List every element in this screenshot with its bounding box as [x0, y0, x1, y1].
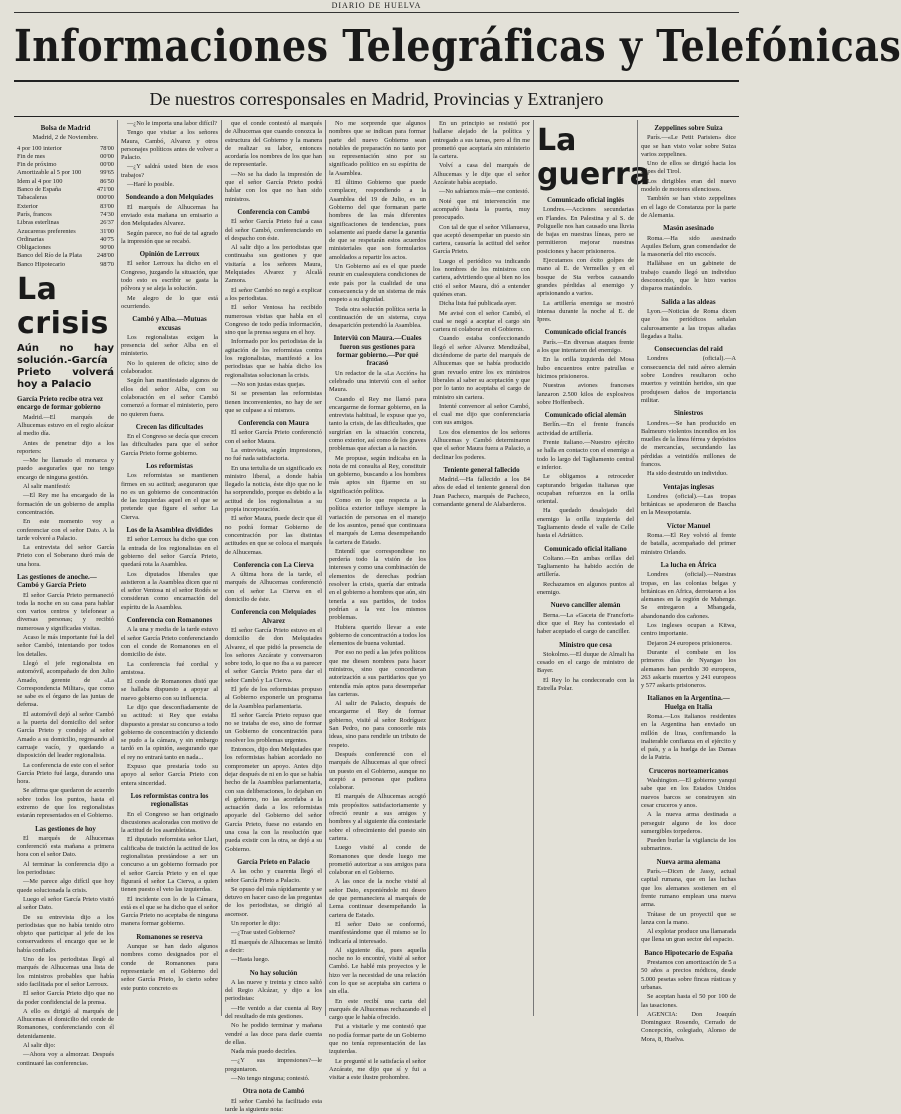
- section-title: Comunicado oficial alemán: [544, 411, 627, 420]
- paragraph: La conferencia de este con el señor García Prieto fué larga, durando una hora.: [17, 761, 114, 786]
- paragraph: Antes de penetrar dijo a los reporters:: [17, 439, 114, 455]
- bolsa-title: Bolsa de Madrid: [40, 124, 91, 132]
- paragraph: En una tertulia de un significado ex ministro liberal, a donde había llegado la noticia, éste dijo que no le ha sorprendido, porque es debido a la actitud de los regionalistas a su propia incorporación.: [225, 464, 322, 514]
- section-title: Comunicado oficial inglés: [546, 196, 624, 204]
- guerra-headline: La guerra: [537, 123, 651, 192]
- section-title: Opinión de Lerroux: [139, 250, 200, 259]
- paragraph: Se opuso del más rápidamente y se detuvo en hacer caso de las preguntas de los periodistas, se dirigió al ascensor.: [225, 885, 322, 918]
- bolsa-value: 86'50: [100, 177, 114, 185]
- section-title: Los reformistas contra los regionalistas: [130, 791, 209, 809]
- crisis-body: [17, 414, 114, 569]
- table-row: [17, 153, 114, 161]
- newspaper-name: DIARIO DE HUELVA: [14, 0, 739, 13]
- paragraph: Fui a visitarle y me contestó que no podía formar parte de un Gobierno que no tenía representación de las izquierdas.: [329, 1023, 426, 1056]
- paragraph: El señor García Prieto repuso que no se trataba de eso, sino de formar un Gobierno de concentración para resolver los problemas urgentes.: [225, 711, 322, 744]
- section-title: Nuevo canciller alemán: [550, 601, 621, 610]
- paragraph: Los dos elementos de los señores Alhucemas y Cambó determinaron que el señor Maura fuera a Palacio, a declinar los poderes.: [433, 428, 530, 461]
- section-title: Ministro que cesa: [559, 640, 612, 649]
- paragraph: —No tengo ninguna; contestó.: [231, 1075, 310, 1083]
- paragraph: Se afirma que quedaron de acuerdo sobre todos los puntos, hasta el extremo de que los regionalistas estarán representados en el Gobierno.: [17, 787, 114, 820]
- paragraph: Londres (oficial).—Las tropas británicas se apoderaron de Bascha en la Mesopotamia.: [641, 492, 736, 517]
- paragraph: Stokolmo.—El duque de Almali ha cesado en el cargo de ministro de Bayer.: [537, 650, 634, 675]
- section-title: La lucha en África: [660, 560, 717, 569]
- paragraph: Pueden burlar la vigilancia de los submarinos.: [641, 837, 736, 853]
- paragraph: Nuestras aviones franceses lanzaron 2.500 kilos de explosivos sobre Hoffenbech.: [537, 382, 634, 406]
- section-title: No hay solución: [249, 968, 298, 977]
- paragraph: El señor García Prieto dijo que no da poder confidencial de la prensa.: [17, 990, 114, 1006]
- section-title: Cruceros norteamericanos: [648, 766, 729, 775]
- paragraph: De su entrevista dijo a los periodistas que no había tenido otro objeto que participar al jefe de los conservadores el encargo que se le había confiado.: [17, 913, 114, 954]
- column-7-sections: [641, 124, 736, 1044]
- paragraph: Con tal de que el señor Villanueva, que aceptó desempeñar un puesto sin cartera, causaría la actitud del señor García Prieto.: [433, 223, 530, 256]
- bolsa-value: 00'00: [100, 161, 114, 169]
- table-row: [17, 261, 114, 269]
- paragraph: Uno de ellos se dirigió hacia los Alpes del Tirol.: [641, 160, 736, 176]
- paragraph: La conferencia fué cordial y amistosa.: [121, 660, 218, 676]
- paragraph: Los diputados liberales que asistieron a la Asamblea dicen que ni el señor Ventosa ni el señor Rodés se consideran como encarnación del espíritu de la Asamblea.: [121, 570, 218, 611]
- paragraph: Londres.—Se han producido en Balmeuro violentos incendios en los muelles de la línea férrea y depósitos de mercancías, secundando las pérdidas a veintidós millones de francos.: [641, 419, 736, 468]
- paragraph: —Me parece algo difícil que hoy quede solucionada la crisis.: [17, 878, 114, 894]
- column-2-sections: [121, 193, 218, 992]
- paragraph: Al salir manifestó:: [23, 483, 71, 491]
- paragraph: El último Gobierno que puede complacer, respondiendo a la Asamblea del 19 de Julio, es un Gobierno del que formaran parte hombres de las más diferentes significaciones de tendencias, pues solamente así puede darse la garantía de que se respetarán estos acuerdos ministeriales que son formularios amoldados a repartir los actos.: [329, 179, 426, 261]
- section-title: Conferencia con Cambó: [237, 207, 310, 216]
- paragraph: El marqués de Alhucemas se limitó a decir:: [225, 938, 322, 954]
- gestiones-title: Las gestiones de anoche.—Cambó y García Prieto: [17, 572, 97, 590]
- paragraph: En un principio se resistió por hallarse alejado de la política y entregado a sus tareas, pero al fin me prometió que aceptaría sin ministerio la cartera.: [433, 120, 530, 161]
- section-title: Crecen las dificultades: [135, 422, 204, 431]
- bolsa-label: Idem al 4 por 100: [17, 177, 63, 185]
- paragraph: Acaso le más importante fué la del señor Cambó, intentando por todos los detalles.: [17, 634, 114, 658]
- paragraph: No he podido terminar y mañana vendré a las doce para darle cuenta de ellas.: [225, 1022, 322, 1046]
- paragraph: Luego el señor García Prieto visitó al señor Dato.: [17, 895, 114, 912]
- paragraph: El Rey lo ha condecorado con la Estrella Polar.: [537, 676, 634, 693]
- page-subtitle: De nuestros corresponsales en Madrid, Provincias y Extranjero: [149, 89, 604, 109]
- paragraph: Roma.—El Rey volvió al frente de batalla, acompañado del primer ministro Orlando.: [641, 532, 736, 556]
- paragraph: Expuso que prestaría todo su apoyo al señor García Prieto con entera sinceridad.: [121, 763, 218, 787]
- section-title: Consecuencias del raid: [654, 345, 723, 354]
- paragraph: Madrid.—El marqués de Alhucemas estuvo en el regio alcázar al medio día.: [17, 413, 114, 438]
- paragraph: Los dirigibles eran del nuevo modelo de motores silenciosos.: [641, 177, 736, 194]
- paragraph: —No sabíamos más—me contestó.: [439, 188, 530, 196]
- section-title: Víctor Manuel: [666, 521, 711, 530]
- paragraph: Al terminar la conferencia dijo a los periodistas:: [17, 860, 114, 877]
- paragraph: Le pregunté si le satisfacía el señor Azcárate, me dijo que sí y fui a visitar a este ilustre prohombre.: [329, 1057, 426, 1082]
- section-title: Masón asesinado: [663, 224, 714, 233]
- column-3: [221, 120, 325, 1113]
- section-title: Ventajas inglesas: [663, 482, 714, 491]
- bolsa-label: Exterior: [17, 202, 38, 210]
- paragraph: Londres.—Acciones secundarias en Flandes. En Palestina y al S. de Poliguelle nos han causado una lluvia de bajas en nuestras líneas, pero se permitieron mejorar nuestras posiciones y hacer prisioneros.: [537, 206, 634, 255]
- paragraph: Uno de los periodistas llegó al marqués de Alhucemas una lista de los ministros probables que había sido facilitada por el señor Lerroux.: [17, 956, 114, 988]
- paragraph: Un reporter le dijo:: [231, 920, 281, 928]
- paragraph: Los ingleses ocupan a Kitwa, centro importante.: [641, 622, 736, 638]
- paragraph: Le obligamos a retroceder capturando brigadas italianas que ocupaban refuerzos en la orilla oriental.: [537, 473, 634, 506]
- bolsa-value: 99'65: [100, 169, 114, 177]
- paragraph: Al salir dijo:: [23, 1042, 56, 1050]
- section-title: Comunicado oficial francés: [544, 328, 627, 337]
- table-row: [17, 203, 114, 211]
- title-rule: [14, 80, 739, 82]
- paragraph: —¿Trae usted Gobierno?: [231, 929, 296, 937]
- bolsa-value: 83'00: [100, 202, 114, 210]
- paragraph: que el conde contestó al marqués de Alhucemas que cuando conozca la estructura del Gobierno y la manera de realizar su labor, entonces acordaría los nombres de los que han de representarle.: [225, 120, 322, 169]
- paragraph: En el Congreso se han originado discusiones acaloradas con motivo de la actitud de los asambleístas.: [121, 810, 218, 835]
- bolsa-value: 74'30: [100, 210, 114, 218]
- column-1: [14, 120, 117, 1067]
- paragraph: Nada más puedo decirles.: [231, 1048, 297, 1056]
- paragraph: Durante el combate en los primeros días de Nyangao los alemanes han perdido 30 europeos, 263 askaris muertos y 241 europeos y 577 askaris prisioneros.: [641, 648, 736, 690]
- table-row: [17, 186, 114, 194]
- paragraph: Según han manifestado algunos de ellos del señor Alba, con su colaboración en el señor Cambó comenzó a formar el ministerio, pero no quieren fuera.: [121, 377, 218, 418]
- paragraph: Roma.—Ha sido asesinado Aquiles Belum, gran comendador de la masonería del rito escocés.: [641, 234, 736, 259]
- paragraph: Me alegro de lo que está ocurriendo.: [121, 294, 218, 310]
- paragraph: Al salir dijo a los periodistas que continuaba sus gestiones y que visitaría a los señores Maura, Melquiades Alvarez y Alcalá Zamora.: [225, 244, 322, 285]
- guerra-sections: [537, 196, 634, 693]
- paragraph: Dicha lista fué publicada ayer.: [439, 300, 517, 308]
- bolsa-label: Fin de mes: [17, 152, 46, 160]
- paragraph: París.—Dicen de Jassy, actual capital rumana, que en las luchas que los alemanes sostienen en el frente rumano emplean una nueva arma.: [641, 868, 736, 909]
- bolsa-value: 31'00: [100, 227, 114, 235]
- paragraph: No lo quieren de oficio; sino de colaborador.: [121, 359, 218, 376]
- paragraph: Por eso no pedí a las jefes políticos que me diesen nombres para hacer ministros, sino que concedieran autorización a sus partidarios que yo entendía más aptos para desempeñar las carteras.: [329, 649, 426, 698]
- paragraph: El marqués de Alhucemas conferenció esta mañana a primera hora con el señor Dato.: [17, 834, 114, 859]
- bolsa-value: 90'00: [100, 244, 114, 252]
- column-4-lead: [329, 120, 426, 330]
- paragraph: El diputado reformista señor Llari, calificaba de traición la actitud de los regionalistas prestándose a ser un concurso a un gobierno formado por el señor García Prieto y en el que figurará el señor La Cierva, a quien tienen puesto el veto las izquierdas.: [121, 836, 218, 894]
- bolsa-table: [17, 145, 114, 269]
- section-title: Comunicado oficial italiano: [544, 544, 627, 553]
- paragraph: Si se presentan las reformistas tienen inconvenientes, no hay de ser que se culpase a sí mismos.: [225, 390, 322, 414]
- paragraph: Londres (oficial).—Nuestras tropas, en las colonias belgas y británicas en Africa, derrotaron a los alemanes en la región de Mahenge. Se entregaron a Mbangada, abandonando dos cañones.: [641, 571, 736, 620]
- column-3-sections: [225, 208, 322, 1114]
- paragraph: Hallábase en un gabinete de trabajo cuando llegó un individuo desconocido, que le hizo varios disparos matándolo.: [641, 260, 736, 293]
- paragraph: Se aceptan hasta el 50 por 100 de las tasaciones.: [641, 993, 736, 1009]
- paragraph: Roma.—Los italianos residentes en la Argentina han enviado un millón de liras, confirmando la inalterable confianza en el ejército y el país, y a la huelga de las Damas de la Patria.: [641, 713, 736, 762]
- table-row: [17, 194, 114, 202]
- paragraph: Dejaron 24 europeos prisioneros.: [647, 639, 732, 647]
- paragraph: París.—En diversas ataques frente a los que intentaron del enemigo.: [537, 338, 634, 355]
- paragraph: Toda otra solución política seria la continuación de un sistema, cuya desaparición pretendió la Asamblea.: [329, 305, 426, 330]
- paragraph: —Hasta luego.: [231, 956, 270, 964]
- bolsa-label: Azucareras preferentes: [17, 227, 76, 235]
- bolsa-label: 4 por 100 interior: [17, 144, 62, 152]
- paragraph: Al siguiente día, pues aquella noche no lo encontré, visité al señor Cambó. Le hablé mis proyectos y le hizo ver la necesidad de una relación con lo que se aceptaba sin cartera o sin ella.: [329, 946, 426, 996]
- paragraph: Trátase de un proyectil que se lanza con la mano.: [641, 910, 736, 926]
- paragraph: Rechazamos en algunos puntos al enemigo.: [537, 580, 634, 597]
- paragraph: También se han visto zeppelines en el lago de Constanza por la parte de Alemania.: [641, 195, 736, 219]
- table-row: [17, 145, 114, 153]
- section-title: Romanones se reserva: [136, 932, 203, 941]
- paragraph: Berna.—La «Gaceta de Francfort» dice que el Rey ha contestado el haber aceptado el cargo de canciller.: [537, 611, 634, 636]
- section-title: Conferencia con Romanones: [126, 616, 213, 625]
- paragraph: A las nueve y treinta y cinco salió del Regio Alcázar, y dijo a los periodistas:: [225, 978, 322, 1003]
- table-row: [17, 219, 114, 227]
- paragraph: El señor Lerroux ha dicho que con la entrada de los regionalistas en el gobierno del señor García Prieto, quedará rota la Asamblea.: [121, 536, 218, 569]
- paragraph: Cuando estaba confeccionando llegó el señor Alvarez Mendizábal, diciéndome de parte del marqués de Alhucemas que se había producido gran revuelo entre los ex ministros liberales al saber su aceptación y que por lo tanto no aceptaba el cargo de ministro sin cartera.: [433, 335, 530, 401]
- paragraph: Ha sido destruido un individuo.: [647, 470, 728, 478]
- paragraph: Washington.—El gobierno yanqui sabe que en los Estados Unidos nuevos barcos se construyen sin cesar cruceros y anos.: [641, 777, 736, 809]
- paragraph: Un Gobierno así es el que puede reunir en cualesquiera condiciones de este país por la cualidad de una consecuencia y de un sistema de más respeto a su dignidad.: [329, 263, 426, 304]
- section-title: Zeppelines sobre Suiza: [654, 124, 723, 132]
- column-4-sections: [329, 334, 426, 1082]
- bolsa-value: 471'00: [96, 186, 114, 194]
- bolsa-value: 26'37: [100, 219, 114, 227]
- paragraph: AGENCIA: Don Joaquín Dominguez Rosendo, Cerrado de Concepción, colegiado, Alonso de Mora, 8, Huelva.: [641, 1010, 736, 1043]
- section-title: Sondeando a don Melquiades: [125, 193, 214, 202]
- paragraph: Coltano.—En ambas orillas del Tagliamento ha habido acción de artillería.: [537, 554, 634, 579]
- bolsa-value: 00'00: [100, 152, 114, 160]
- column-7: [637, 120, 739, 1043]
- paragraph: La artillería enemiga se mostró intensa durante la noche al E. de Ipres.: [537, 299, 634, 324]
- column-2-lead: [121, 120, 218, 189]
- gestiones-hoy-title: Las gestiones de hoy: [35, 824, 96, 833]
- paragraph: Hubiera querido llevar a este gobierno de concentración a todos los elementos de buena voluntad.: [329, 623, 426, 648]
- column-5-sections: [433, 466, 530, 509]
- section-title: Salida a las aldeas: [661, 297, 716, 306]
- subtitle-rule: [14, 116, 739, 117]
- paragraph: Berlín.—En el frente francés actividad de artillería.: [537, 421, 634, 437]
- table-row: [17, 178, 114, 186]
- paragraph: El señor García Prieto permaneció toda la noche en su casa para hablar con varios centros y telefonear a diversas personas; y recibió numerosas y significadas visitas.: [17, 591, 114, 632]
- paragraph: El marqués de Alhucemas ha enviado esta mañana un emisario a don Melquiades Alvarez.: [121, 203, 218, 228]
- paragraph: Londres (oficial).—A consecuencia del raid aéreo alemán sobre Londres resultaron ocho muertos y veintiún heridos, sin que produjesen daños de importancia militar.: [641, 355, 736, 404]
- paragraph: El señor Cambó ha facilitado esta tarde la siguiente nota:: [225, 1097, 322, 1113]
- column-5-lead: [433, 120, 530, 462]
- bolsa-label: Banco de España: [17, 186, 62, 194]
- paragraph: El automóvil dejó al señor Cambó a la puerta del domicilio del señor García Prieto y condujo al señor Amado a su domicilio, regresando al carruaje vacío, y quedando a disposición del leader regionalista.: [17, 710, 114, 760]
- paragraph: El señor Dato se conformó, manifestándome que él mismo se lo indicaría al interesado.: [329, 920, 426, 945]
- paragraph: —¿Y sus impresiones?—le preguntaron.: [225, 1057, 322, 1073]
- paragraph: Intenté convencer al señor Cambó, el cual me dijo que conferenciaría con sus amigos.: [433, 402, 530, 427]
- paragraph: A ello es dirigió al marqués de Alhucemas el domicilio del conde de Romanones, conferenciando con él detenidamente.: [17, 1007, 114, 1040]
- section-title: Interviú con Maura.—Cuales fueron sus gestiones para formar gobierno.—Por qué fracasó: [333, 334, 422, 368]
- paragraph: Los reformistas se mantienen firmes en su actitud; aseguraron que no es un gobierno de concentración de las izquierdas aquel en el que se pretende que figure el señor La Cierva.: [121, 472, 218, 521]
- paragraph: Tengo que visitar a los señores Maura, Cambó, Alvarez y otros personajes políticos antes de volver a Palacio.: [121, 129, 218, 162]
- paragraph: El jefe de los reformistas propuso al Gobierno exponerle un programa de la Asamblea parlamentaria.: [225, 686, 322, 710]
- paragraph: Volví a casa del marqués de Alhucemas y le dije que el señor Azcárate había aceptado.: [433, 162, 530, 187]
- table-row: [17, 252, 114, 260]
- section-title: Conferencia con Maura: [237, 419, 310, 428]
- gestiones-body: [17, 592, 114, 821]
- paragraph: En la orilla izquierda del Mosa hubo encuentros entre patrullas e hicimos prisioneros.: [537, 356, 634, 380]
- bolsa-label: Obligaciones: [17, 244, 51, 252]
- paragraph: A las once de la noche visité al señor Dato, exponiéndole mi deseo de que permaneciera al marqués de Lema continuar desempeñando la cartera de Estado.: [329, 878, 426, 919]
- paragraph: Según parece, no fué de tal agrado la impresión que se recabó.: [121, 229, 218, 245]
- table-row: [17, 161, 114, 169]
- section-title: Italianos en la Argentina.—Huelga en Italia: [647, 694, 730, 711]
- bolsa-label: Ordinarias: [17, 235, 44, 243]
- crisis-subheadline: Aún no hay solución.-García Prieto volverá hoy a Palacio: [17, 343, 114, 391]
- paragraph: La entrevista del señor García Prieto con el Soberano duró más de una hora.: [17, 544, 114, 568]
- gestiones-hoy-body: [17, 835, 114, 1068]
- paragraph: Madrid.—Ha fallecido a los 84 años de edad el teniente general don Juan Pacheco, marqués de Pacheco, comandante general de Alabarderos.: [433, 476, 530, 509]
- paragraph: Luego el periódico va indicando los nombres de los ministros con cartera, advirtiendo que al bien no los citó el señor Maura, dió a entender quiénes eran.: [433, 257, 530, 298]
- column-4: [325, 120, 429, 1082]
- paragraph: París.—«Le Petit Parisien» dice que se han visto volar sobre Suiza varios zeppelines.: [641, 134, 736, 158]
- paragraph: A la una y media de la tarde estuvo el señor García Prieto conferenciando con el conde de Romanones en el domicilio de éste.: [121, 626, 218, 659]
- section-title: Los reformistas: [146, 461, 193, 470]
- paragraph: Luego visité al conde de Romanones que desde luego me prometió autorizar a sus amigos para colaborar en el Gobierno.: [329, 844, 426, 877]
- bolsa-value: 98'70: [100, 260, 114, 268]
- paragraph: —He venido a dar cuenta al Rey del resultado de mis gestiones.: [225, 1004, 322, 1020]
- paragraph: Le dijo que desconfiadamente de su actitud: si Rey que estaba dispuesto a prestar su concurso a todo gobierno de concentración y diciendo se pudo a la cámara, y sin embargo tardó en la opinión, asegurando que el rey no entrará tanto en nada...: [121, 704, 218, 761]
- paragraph: Entonces, dijo don Melquiades que los reformistas habían acordado no comprometer un apoyo. Antes dijo dejar después de ni en lo que se había hecho de la Asamblea parlamentaria, con sus deliberaciones, lo dejaban en el gobierno, no las acordaba a la actuación dada a los reformistas apoyarle del Gobierno del señor García Prieto, fuese no estando en una cosa la con la resolución que pueda existir con la otra, se dejó a su Gobierno.: [225, 746, 322, 853]
- column-5: [429, 120, 533, 1016]
- paragraph: —Haré lo posible.: [127, 181, 175, 189]
- column-2: [117, 120, 221, 1016]
- bolsa-dateline: Madrid, 2 de Noviembre.: [32, 134, 99, 142]
- paragraph: Noté que mi intervención me acompañó hasta la puerta, muy preocupado.: [433, 197, 530, 222]
- paragraph: Después conferencié con el marqués de Alhucemas al que ofrecí un puesto en el Gobierno, aunque no aceptó a personas que pudiera colaborar.: [329, 750, 426, 792]
- bolsa-value: 40'75: [100, 235, 114, 243]
- paragraph: Como en lo que respecta a la política exterior influye siempre la variación de personas en el manejo de los asuntos, pensé que continuara el marqués de Lema desempeñando la cartera de Estado.: [329, 497, 426, 546]
- section-title: Cambó y Alba.—Mutuas excusas: [132, 315, 207, 332]
- paragraph: A última hora de la tarde, el marqués de Alhucemas conferenció con el señor La Cierva en el domicilio de éste.: [225, 571, 322, 604]
- bolsa-label: Libras esterlinas: [17, 219, 60, 227]
- paragraph: El conde de Romanones distó que se hallaba dispuesto a apoyar al nuevo gobierno con su influencia.: [121, 678, 218, 702]
- bolsa-label: Banco del Río de la Plata: [17, 252, 82, 260]
- bolsa-label: Banco Hipotecario: [17, 260, 66, 268]
- paragraph: En este momento voy a conferenciar con el señor Dato. A la tarde volveré a Palacio.: [17, 518, 114, 542]
- paragraph: Un redactor de la «La Acción» ha celebrado una interviú con el señor Maura.: [329, 369, 426, 394]
- column-6: [533, 120, 651, 1016]
- paragraph: El señor García Prieto conferenció con el señor Maura.: [225, 429, 322, 445]
- paragraph: —¿Y saldrá usted bien de esos trabajos?: [121, 163, 218, 179]
- paragraph: —El Rey me ha encargado de la formación de un gobierno de amplia concentración.: [17, 492, 114, 516]
- paragraph: El señor Maura, puede decir que él no podrá formar Gobierno de concentración por las distintas actitudes en que se coloca el marqués de Alhucemas.: [225, 515, 322, 556]
- paragraph: —No son justas estas quejas.: [231, 380, 306, 388]
- bolsa-value: 000'00: [96, 194, 114, 202]
- paragraph: El señor Cambó no negó a explicar a los periodistas.: [225, 286, 322, 302]
- section-title: García Prieto en Palacio: [237, 857, 310, 866]
- paragraph: La entrevista, según impresiones, no fué nada satisfactoria.: [225, 446, 322, 463]
- paragraph: —Me he llamado el monarca y puedo asegurarles que no tengo encargo de ninguna gestión.: [17, 457, 114, 481]
- paragraph: En el Congreso se decía que crecen las dificultades para que el señor García Prieto forme gobierno.: [121, 433, 218, 457]
- paragraph: Prestamos con amortización de 5 a 50 años a precios módicos, desde 5.000 pesetas sobre fincas rústicas y urbanas.: [641, 959, 736, 991]
- paragraph: A las ocho y cuarenta llegó el señor García Prieto a Palacio.: [225, 868, 322, 884]
- paragraph: El señor García Prieto fué a casa del señor Cambó, conferenciando en el despacho con éste.: [225, 218, 322, 242]
- crisis-lead: García Prieto recibe otra vez encargo de formar gobierno: [17, 395, 104, 412]
- paragraph: El señor Lerroux ha dicho en el Congreso, juzgando la situación, que todo esto es escribir se gasta la pólvora y se aleja la solución.: [121, 260, 218, 293]
- paragraph: Ha quedado desalojado del enemigo la orilla izquierda del Tagliamento desde el valle de Celle hasta el Adriático.: [537, 507, 634, 540]
- paragraph: Me avisé con el señor Cambó, el cual se negó a aceptar el cargo sin cartera ni colaborar en el Gobierno.: [433, 309, 530, 334]
- section-title: Conferencia con La Cierva: [233, 560, 314, 569]
- paragraph: Informado por los periodistas de la agitación de los reformistas contra los regionalistas, manifestó a los periodistas que se había dicho los regionalistas solucionan la crisis.: [225, 338, 322, 379]
- section-title: Conferencia con Melquiades Alvarez: [230, 608, 317, 625]
- bolsa-label: Fin de próximo: [17, 161, 57, 169]
- table-row: [17, 228, 114, 236]
- paragraph: —Ahora voy a almorzar. Después continuaré las conferencias.: [17, 1051, 114, 1067]
- paragraph: —¿No le importa una labor difícil?: [127, 120, 217, 127]
- paragraph: El señor García Prieto estuvo en el domicilio de don Melquiades Alvarez, el que pidió la presencia de los señores Azcárate y conversaron sobre todo, lo que no iba a su parecer el señor García Prieto para dar el señor Cambó y La Cierva.: [225, 626, 322, 684]
- paragraph: A la nueva arma destinada a perseguir alguno de los doce sumergibles torpederos.: [641, 811, 736, 835]
- paragraph: En este recibí una carta del marqués de Alhucemas rechazando el cargo que le había ofrecido.: [329, 997, 426, 1022]
- paragraph: Me propuse, según indicaba en la nota de mi consulta al Rey, constituir un gobierno, buscando a los hombres más aptos sin fijarme en su significación política.: [329, 454, 426, 495]
- paragraph: —No se ha dado la impresión de que el señor García Prieto podrá hablar con los que no han sido ministros.: [225, 170, 322, 203]
- paragraph: No me sorprende que algunos nombres que se indican para formar parte del nuevo Gobierno sean notables de preparación no tanto por su representación sino por su significado político en su espíritu de la Asamblea.: [329, 120, 426, 177]
- table-row: [17, 236, 114, 244]
- section-title: Los de la Asamblea dividides: [126, 526, 213, 535]
- paragraph: Lyon.—Noticias de Roma dicen que los periódicos señalan calurosamente a las tropas aliadas llegadas a Italia.: [641, 307, 736, 340]
- crisis-headline: La crisis: [17, 272, 109, 342]
- bolsa-label: Tabacaleras: [17, 194, 48, 202]
- paragraph: El marqués de Alhucemas acogió mis propósitos satisfactoriamente y ofreció reunir a sus amigos y hombres y al siguiente día contestarle sobre el ofrecimiento del puesto sin cartera.: [329, 793, 426, 842]
- paragraph: Cuando el Rey me llamó para encargarme de formar gobierno, en la entrevista habitual, le expuse que yo, tanto la crisis, de las dificultades, que surgirían en la situación concreta, como exterior, así como de los graves problemas que afectan a la nación.: [329, 395, 426, 453]
- section-title: Teniente general fallecido: [443, 465, 520, 474]
- section-title: Otra nota de Cambó: [242, 1087, 305, 1096]
- section-title: Siniestros: [673, 409, 704, 418]
- section-title: Banco Hipotecario de España: [644, 948, 733, 957]
- bolsa-value: 248'00: [96, 252, 114, 260]
- bolsa-label: Amortizable al 5 por 100: [17, 169, 82, 177]
- paragraph: El señor Ventosa ha recibido numerosas visitas que habla en el Congreso de todo pedía información, sino que la prensa segura en el hoy.: [225, 304, 322, 337]
- paragraph: Aunque se han dado algunos nombres como designados por el conde de Romanones para representarle en el Gobierno del señor García Prieto, lo cierto sobre este punto concreto es: [121, 943, 218, 992]
- bolsa-value: 78'00: [100, 144, 114, 152]
- paragraph: Entendí que correspondiese no perdería todo la visión de los intereses y como una combinación de elementos de derechas podrían resolver la crisis, quería dar entrada en el gobierno a hombres que aún, sin tenerla a sus partidos, de todos podrían a la vez los mismos problemas.: [329, 547, 426, 622]
- paragraph: Frente italiano.—Nuestro ejército se halla en contacto con el enemigo a todo lo largo del Tagliamento central e inferior.: [537, 439, 634, 471]
- paragraph: El incidente con lo de la Cámara, está es el que se ha dicho que el señor García Prieto no aceptaba de ninguna manera formar gobierno.: [121, 895, 218, 928]
- bolsa-label: París, francos: [17, 210, 52, 218]
- paragraph: Ejecutamos con éxito golpes de mano al E. de Vermelles y en el bosque de Sta verbos causando grandes pérdidas al enemigo y aprisionando a varios.: [537, 257, 634, 298]
- column-3-lead: [225, 120, 322, 204]
- paragraph: Al salir de Palacio, después de encargarme el Rey de formar gobierno, visité al señor Rodríguez San Pedro, no para conocerle mis ideas, sino para rendirle un tributo de respeto.: [329, 700, 426, 749]
- paragraph: Llegó el jefe regionalista en automóvil, acompañado de don Julio Amado, gerente de «La Correspondencia Militar», que como se sabe es el órgano de las juntas de defensa.: [17, 659, 114, 709]
- section-title: Nueva arma alemana: [656, 857, 721, 866]
- paragraph: Al explotar produce una llamarada que llena un gran sector del espacio.: [641, 928, 736, 944]
- table-row: [17, 244, 114, 252]
- page-title: Informaciones Telegráficas y Telefónicas: [14, 19, 901, 72]
- table-row: [17, 169, 114, 177]
- table-row: [17, 211, 114, 219]
- paragraph: Los regionalistas exigen la presencia del señor Alba en el ministerio.: [121, 333, 218, 358]
